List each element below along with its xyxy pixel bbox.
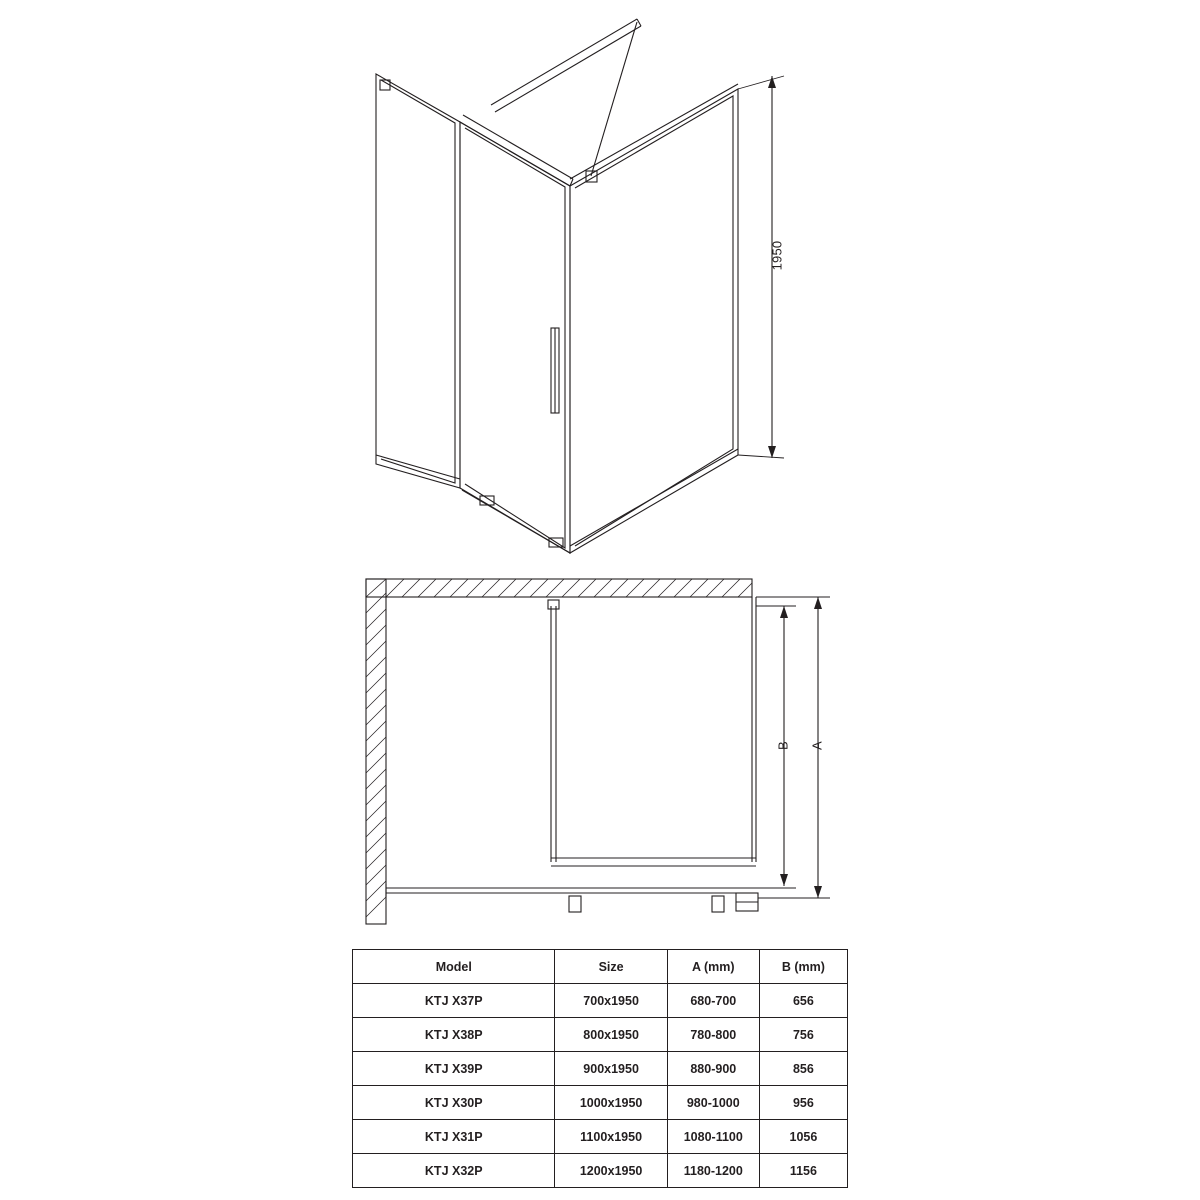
height-arrow-bottom — [768, 446, 776, 458]
stabilizer-bar — [591, 22, 637, 176]
side-panel-inner — [575, 96, 733, 546]
plan-view-group — [366, 579, 830, 924]
left-panel-outline — [376, 74, 460, 488]
cell-size: 700x1950 — [555, 984, 667, 1018]
table-row — [353, 1086, 848, 1120]
cell-size: 1000x1950 — [555, 1086, 667, 1120]
left-panel-bottom-profile — [376, 455, 460, 479]
cell-model: KTJ X37P — [353, 984, 555, 1018]
cell-size: 1200x1950 — [555, 1154, 667, 1188]
plan-roller-right — [712, 896, 724, 912]
side-panel-outline — [570, 89, 738, 553]
top-rail-end-cap — [637, 19, 641, 26]
door-bottom-rail — [462, 490, 570, 553]
cell-b: 656 — [759, 984, 847, 1018]
height-dimension-label: 1950 — [769, 240, 785, 271]
left-panel-inner-frame — [381, 80, 455, 483]
dimension-a-arrow-top — [814, 597, 822, 609]
cell-model: KTJ X30P — [353, 1086, 555, 1120]
table-row — [353, 1154, 848, 1188]
cell-a: 880-900 — [667, 1052, 759, 1086]
dimension-b-arrow-top — [780, 606, 788, 618]
cell-size: 900x1950 — [555, 1052, 667, 1086]
door-top-rail-a — [460, 122, 570, 186]
wall-top-body — [366, 579, 752, 597]
table-row — [353, 1052, 848, 1086]
cell-b: 856 — [759, 1052, 847, 1086]
dimension-a-label: A — [809, 741, 825, 750]
cell-model: KTJ X31P — [353, 1120, 555, 1154]
top-rail-line-2 — [495, 26, 641, 112]
cell-model: KTJ X32P — [353, 1154, 555, 1188]
perspective-view-group — [376, 19, 784, 553]
plan-roller-left — [569, 896, 581, 912]
cell-model: KTJ X39P — [353, 1052, 555, 1086]
cell-size: 800x1950 — [555, 1018, 667, 1052]
cell-b: 1056 — [759, 1120, 847, 1154]
side-panel-top-rail — [570, 84, 738, 179]
door-top-rail-b — [463, 115, 573, 179]
table-header-a: A (mm) — [667, 950, 759, 984]
wall-body — [366, 579, 386, 924]
table-header-model: Model — [353, 950, 555, 984]
dimension-b-arrow-bottom — [780, 874, 788, 886]
cell-size: 1100x1950 — [555, 1120, 667, 1154]
cell-a: 780-800 — [667, 1018, 759, 1052]
table-row — [353, 984, 848, 1018]
cell-a: 980-1000 — [667, 1086, 759, 1120]
height-ext-line-bottom — [738, 455, 784, 458]
height-arrow-top — [768, 76, 776, 88]
dimension-b-label: B — [775, 741, 791, 750]
plan-fixed-panel-top-bracket — [548, 600, 559, 609]
dimension-a-arrow-bottom — [814, 886, 822, 898]
cell-a: 680-700 — [667, 984, 759, 1018]
top-rail-line-1 — [491, 19, 637, 105]
side-panel-bottom-profile — [570, 449, 738, 546]
cell-a: 1080-1100 — [667, 1120, 759, 1154]
table-header-b: B (mm) — [759, 950, 847, 984]
cell-b: 756 — [759, 1018, 847, 1052]
specification-table — [352, 949, 848, 1188]
table-header-size: Size — [555, 950, 667, 984]
door-panel-inner — [465, 128, 565, 548]
table-row — [353, 1120, 848, 1154]
cell-b: 956 — [759, 1086, 847, 1120]
height-ext-line-top — [738, 76, 784, 89]
door-panel-outline — [460, 122, 570, 553]
table-row — [353, 1018, 848, 1052]
table-header-row — [353, 950, 848, 984]
cell-a: 1180-1200 — [667, 1154, 759, 1188]
cell-b: 1156 — [759, 1154, 847, 1188]
cell-model: KTJ X38P — [353, 1018, 555, 1052]
